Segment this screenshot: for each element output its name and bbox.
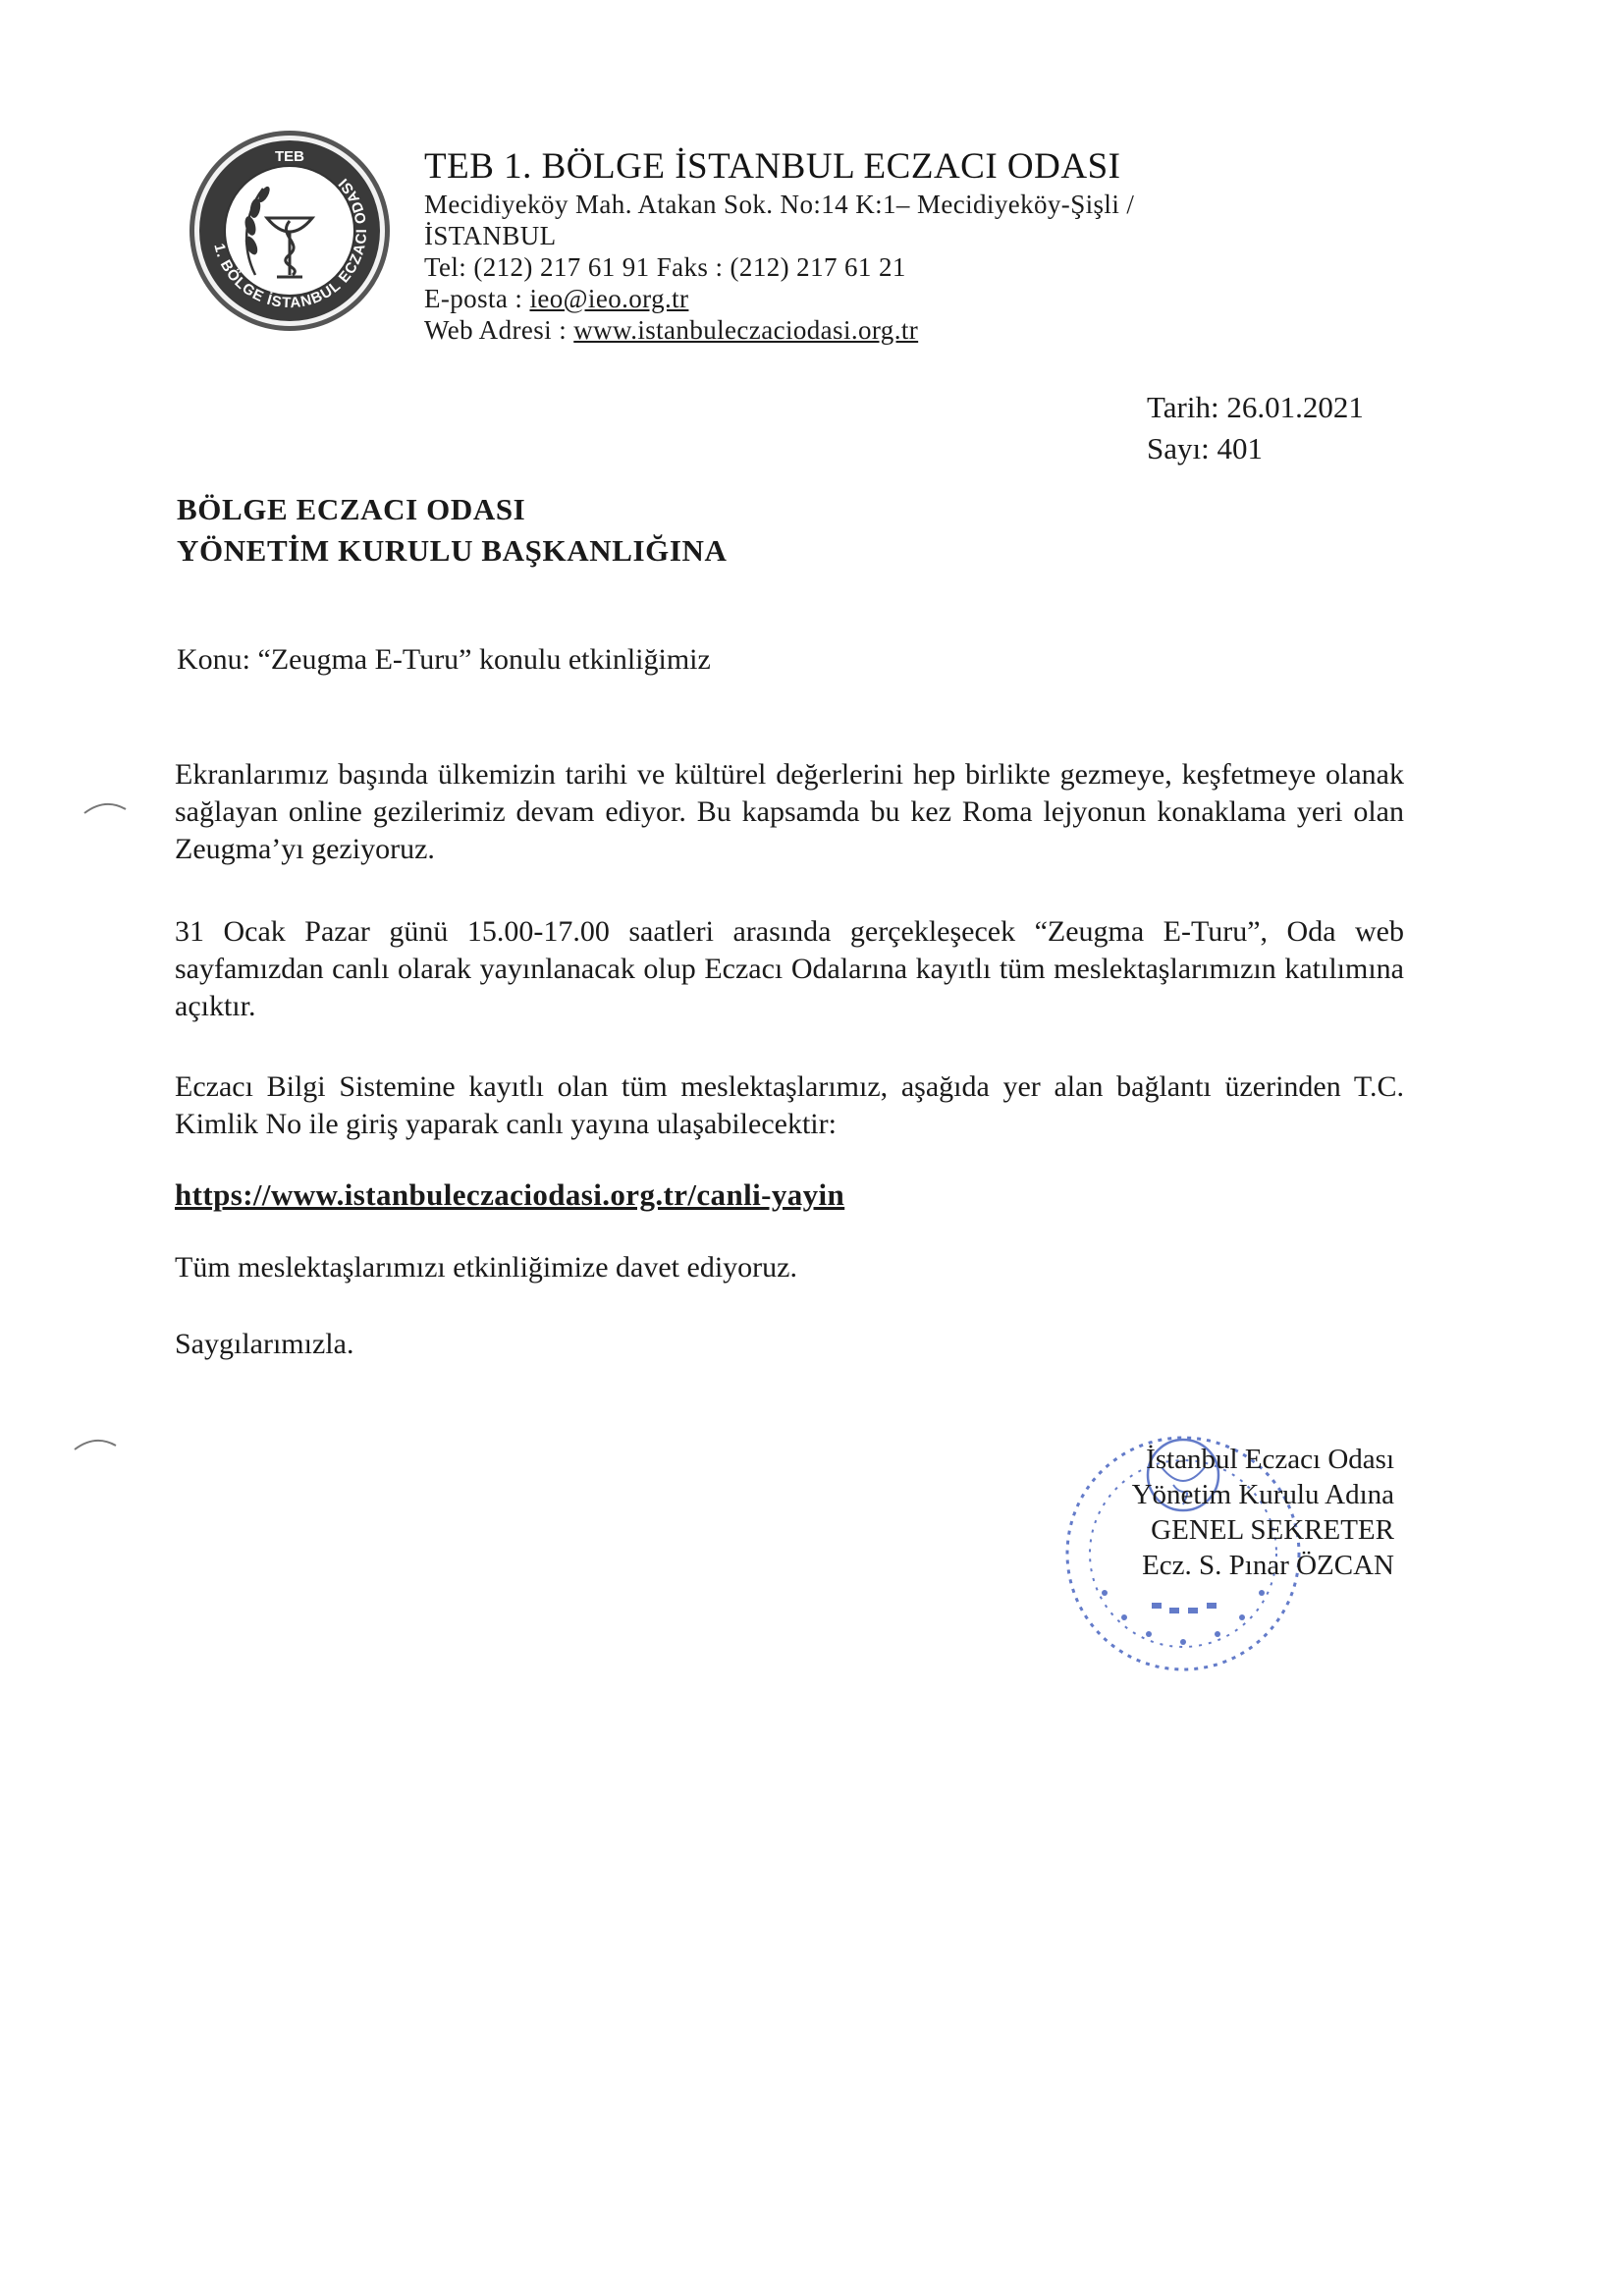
letter-meta <box>1147 387 1364 469</box>
signature-line-2: Yönetim Kurulu Adına <box>1131 1479 1394 1510</box>
letter-number: Sayı: 401 <box>1147 431 1263 465</box>
signature-line-4: Ecz. S. Pınar ÖZCAN <box>1142 1550 1394 1581</box>
svg-text:TEB: TEB <box>275 148 304 165</box>
teb-seal-logo <box>187 128 393 334</box>
email-link[interactable]: ieo@ieo.org.tr <box>529 284 689 313</box>
phone-fax: Tel: (212) 217 61 91 Faks : (212) 217 61 21 <box>424 252 906 282</box>
scan-mark-icon <box>71 1434 120 1453</box>
address-line-1: Mecidiyeköy Mah. Atakan Sok. No:14 K:1– Mecidiyeköy-Şişli / <box>424 190 1135 219</box>
addressee-line-1: BÖLGE ECZACI ODASI <box>177 492 526 526</box>
body-paragraph-4: Tüm meslektaşlarımızı etkinliğimize davet ediyoruz. <box>175 1251 797 1284</box>
org-name: TEB 1. BÖLGE İSTANBUL ECZACI ODASI <box>424 146 1121 187</box>
subject-line: Konu: “Zeugma E-Turu” konulu etkinliğimiz <box>177 643 711 676</box>
addressee-line-2: YÖNETİM KURULU BAŞKANLIĞINA <box>177 533 728 568</box>
letterhead <box>424 145 1308 346</box>
body-paragraph-3: Eczacı Bilgi Sistemine kayıtlı olan tüm meslektaşlarımız, aşağıda yer alan bağlantı üzerinden T.C. Kimlik No ile giriş yaparak canlı yayına ulaşabilecektir: <box>175 1070 1404 1140</box>
signature-block <box>1060 1442 1394 1583</box>
web-label: Web Adresi : <box>424 315 574 345</box>
body-paragraph-2: 31 Ocak Pazar günü 15.00-17.00 saatleri arasında gerçekleşecek “Zeugma E-Turu”, Oda web sayfamızdan canlı olarak yayınlanacak olup Eczacı Odalarına kayıtlı tüm meslektaşlarımızın katılımına açıktır. <box>175 915 1404 1022</box>
web-row <box>424 314 1308 346</box>
email-label: E-posta : <box>424 284 530 313</box>
body-paragraph-1: Ekranlarımız başında ülkemizin tarihi ve kültürel değerlerini hep birlikte gezmeye, keşfetmeye olanak sağlayan online gezilerimiz devam ediyor. Bu kapsamda bu kez Roma lejyonun konaklama yeri olan Zeugma’yı geziyoruz. <box>175 758 1404 865</box>
scan-mark-icon <box>81 797 130 817</box>
letter-date: Tarih: 26.01.2021 <box>1147 390 1364 424</box>
email-row <box>424 283 1308 314</box>
signature-line-1: İstanbul Eczacı Odası <box>1146 1444 1394 1475</box>
svg-text:1. BÖLGE İSTANBUL ECZACI ODASI: 1. BÖLGE İSTANBUL ECZACI ODASI <box>210 174 371 312</box>
address-line-2: İSTANBUL <box>424 221 557 250</box>
web-link[interactable]: www.istanbuleczaciodasi.org.tr <box>573 315 919 345</box>
signature-line-3: GENEL SEKRETER <box>1151 1514 1394 1546</box>
live-stream-link[interactable]: https://www.istanbuleczaciodasi.org.tr/canli-yayin <box>175 1177 845 1212</box>
addressee <box>177 489 728 572</box>
closing-greeting: Saygılarımızla. <box>175 1328 354 1360</box>
